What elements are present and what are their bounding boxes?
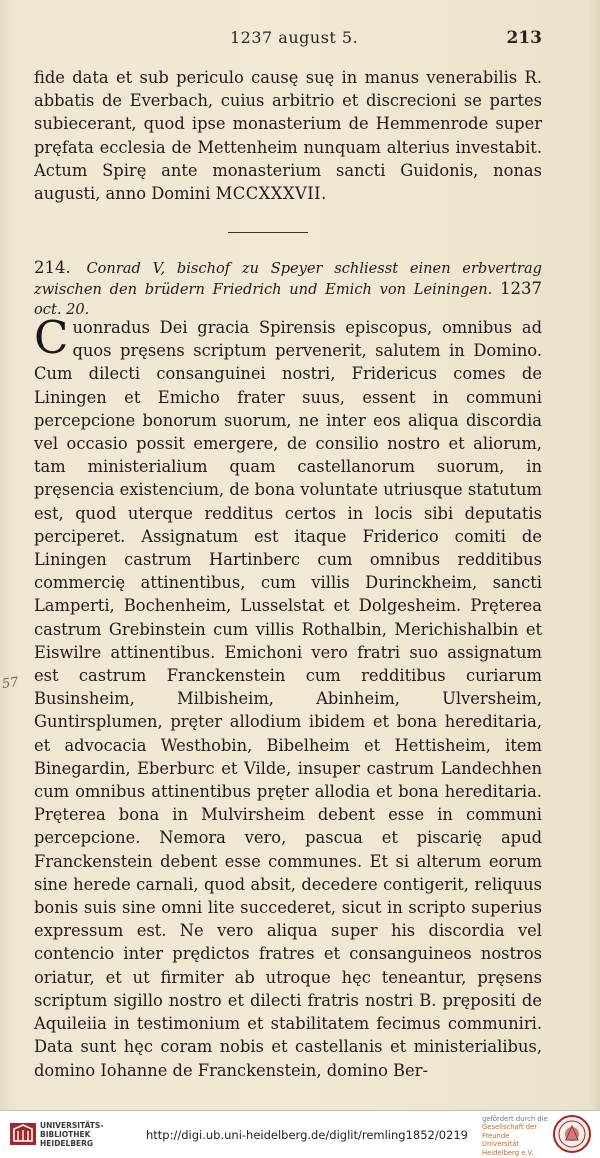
university-seal-icon[interactable] (552, 1114, 592, 1154)
sponsor-credit[interactable] (482, 1115, 552, 1157)
viewer-footer (0, 1110, 600, 1158)
permalink-url[interactable]: http://digi.ub.uni-heidelberg.de/diglit/remling1852/0219 (146, 1128, 468, 1142)
continuation-text: fide data et sub periculo causę suę in manus venerabilis R. abbatis de Everbach, cuius arbitrio et discrecioni se partes subiecerant, quod ipse monasterium de Hemmenrode super pręfata ecclesia de Mettenheim nunquam alterius investabit. Actum Spirę ante monasterium sancti Guidonis, nonas augusti, anno Domini (34, 68, 542, 204)
sponsor-line2: Universität Heidelberg e.V. (482, 1140, 534, 1157)
continuation-end: . (321, 184, 327, 204)
year-roman: MCCXXXVII (215, 184, 322, 204)
sponsor-line1: Gesellschaft der Freunde (482, 1123, 538, 1140)
library-name-line3: HEIDELBERG (40, 1139, 94, 1148)
margin-annotation: 57 (1, 674, 20, 693)
library-name[interactable] (40, 1121, 130, 1148)
library-name-line1: UNIVERSITÄTS- (40, 1121, 104, 1130)
entry-number: 214. (34, 258, 71, 277)
entry-summary: Conrad V, bischof zu Speyer schliesst einen erbvertrag zwischen den brüdern Friedrich und Emich von Leiningen. (34, 260, 543, 298)
library-name-line2: BIBLIOTHEK (40, 1130, 91, 1139)
entry-year: 1237 (500, 278, 542, 298)
drop-cap: C (34, 311, 69, 364)
library-logo-icon[interactable] (8, 1119, 38, 1149)
entry-heading (34, 258, 542, 319)
section-divider (228, 232, 308, 233)
running-title: 1237 august 5. (230, 28, 359, 47)
page-header (34, 28, 542, 52)
charter-body: uonradus Dei gracia Spirensis episcopus, omnibus ad quos pręsens scriptum pervenerit, salutem in Domino. Cum dilecti consanguinei nostri, Fridericus comes de Liningen et Emicho frater suus, essent in communi percepcione bonorum suorum, ne inter eos aliqua discordia vel occasio possit emergere, de consilio nostro et aliorum, tam ministerialium quam castellanorum suorum, in pręsencia existencium, de bona voluntate utriusque statutum est, quod uterque redditus certos in locis sibi deputatis perciperet. Assignatum est itaque Friderico comiti de Liningen castrum Hartinberc cum omnibus redditibus commercię attinentibus, cum villis Durinckheim, sancti Lamperti, Bochenheim, Lusselstat et Dolgesheim. Pręterea castrum Grebinstein cum villis Rothalbin, Merichishalbin et Eiswilre attinentibus. Emichoni vero fratri suo assignatum est castrum Franckenstein cum redditibus curiarum Businsheim, Milbisheim, Abinheim, Ulversheim, Guntirsplumen, pręter allodium ibidem et bona hereditaria, et advocacia Westhobin, Bibelheim et Hettisheim, item Binegardin, Eberburc et Vilde, insuper castrum Landechhen cum omnibus attinentibus pręter allodia et bona hereditaria. Pręterea bona in Mulvirsheim debent esse in communi percepcione. Nemora vero, pascua et piscarię apud Franckenstein debent esse communes. Et si alterum eorum sine herede carnali, quod absit, decedere contigerit, reliquus bonis suis sine omni lite succederet, sicut in scripto superius expressum est. Ne vero aliqua super his discordia vel contencio inter prędictos fratres et consanguineos nostros oriatur, et ut firmiter ab utroque hęc teneantur, pręsens scriptum sigillo nostro et dilecti fratris nostri B. prępositi de Aquileiia in testimonium et stabilitatem fecimus communiri. Data sunt hęc coram nobis et castellanis et ministerialibus, domino Iohanne de Franckenstein, domino Ber- (34, 318, 542, 1080)
page-number: 213 (506, 28, 542, 48)
entry-date: oct. 20. (34, 300, 90, 318)
sponsor-label: gefördert durch die (482, 1115, 548, 1123)
continuation-paragraph (34, 66, 542, 205)
charter-text (34, 311, 542, 1082)
